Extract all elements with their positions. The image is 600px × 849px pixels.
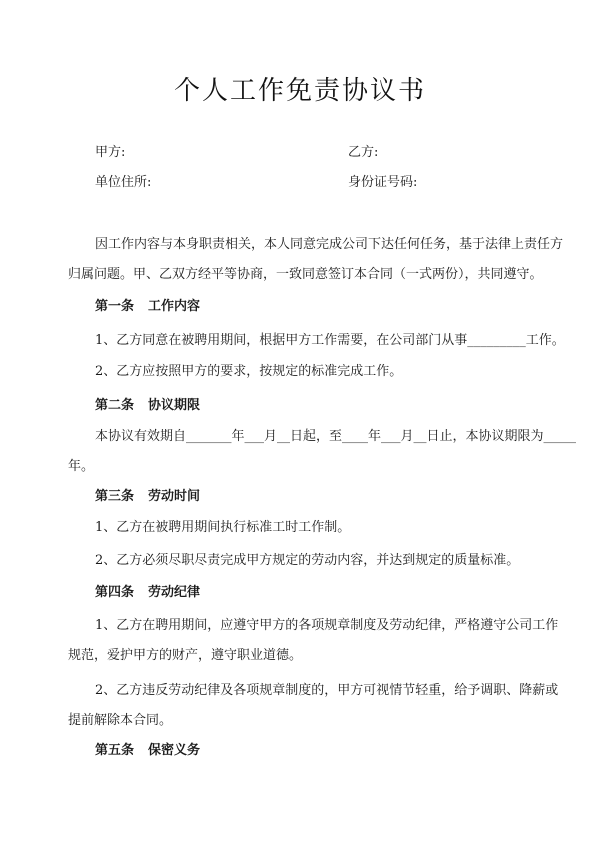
party-b-label: 乙方: (348, 145, 379, 160)
section-1-line-1: 1、乙方同意在被聘用期间，根据甲方工作需要，在公司部门从事_________工作。 (95, 333, 565, 348)
section-2-heading (95, 396, 200, 416)
section-1-heading (95, 297, 200, 317)
section-4-line-1: 1、乙方在聘用期间，应遵守甲方的各项规章制度及劳动纪律，严格遵守公司工作 (95, 618, 559, 633)
section-4-line-4: 提前解除本合同。 (68, 713, 173, 728)
address-label: 单位住所: (95, 175, 152, 190)
party-a-label: 甲方: (95, 145, 126, 160)
section-1-line-2: 2、乙方应按照甲方的要求，按规定的标准完成工作。 (95, 364, 403, 379)
intro-line-2: 归属问题。甲、乙双方经平等协商，一致同意签订本合同（一式两份），共同遵守。 (68, 267, 543, 282)
section-2-line-2: 年。 (68, 459, 95, 474)
section-2-line-1: 本协议有效期自_______年___月__日起，至____年___月__日止，本协议期限为_____ (95, 429, 577, 444)
section-3-line-2: 2、乙方必须尽职尽责完成甲方规定的劳动内容，并达到规定的质量标准。 (95, 553, 520, 568)
section-3-heading (95, 487, 200, 507)
section-5-number: 第五条 (95, 743, 135, 758)
section-1-title: 工作内容 (148, 299, 201, 314)
section-2-number: 第二条 (95, 398, 135, 413)
section-4-line-2: 规范，爱护甲方的财产，遵守职业道德。 (68, 648, 303, 663)
section-3-title: 劳动时间 (148, 489, 201, 504)
section-2-title: 协议期限 (148, 398, 201, 413)
section-4-number: 第四条 (95, 585, 135, 600)
section-5-heading (95, 741, 200, 761)
document-title: 个人工作免责协议书 (173, 76, 426, 106)
section-5-title: 保密义务 (148, 743, 201, 758)
section-3-number: 第三条 (95, 489, 135, 504)
id-number-label: 身份证号码: (348, 175, 418, 190)
section-4-line-3: 2、乙方违反劳动纪律及各项规章制度的，甲方可视情节轻重，给予调职、降薪或 (95, 683, 559, 698)
section-1-number: 第一条 (95, 299, 135, 314)
section-4-title: 劳动纪律 (148, 585, 201, 600)
intro-line-1: 因工作内容与本身职责相关，本人同意完成公司下达任何任务，基于法律上责任方 (95, 237, 564, 252)
section-3-line-1: 1、乙方在被聘用期间执行标准工时工作制。 (95, 520, 351, 535)
section-4-heading (95, 583, 200, 603)
